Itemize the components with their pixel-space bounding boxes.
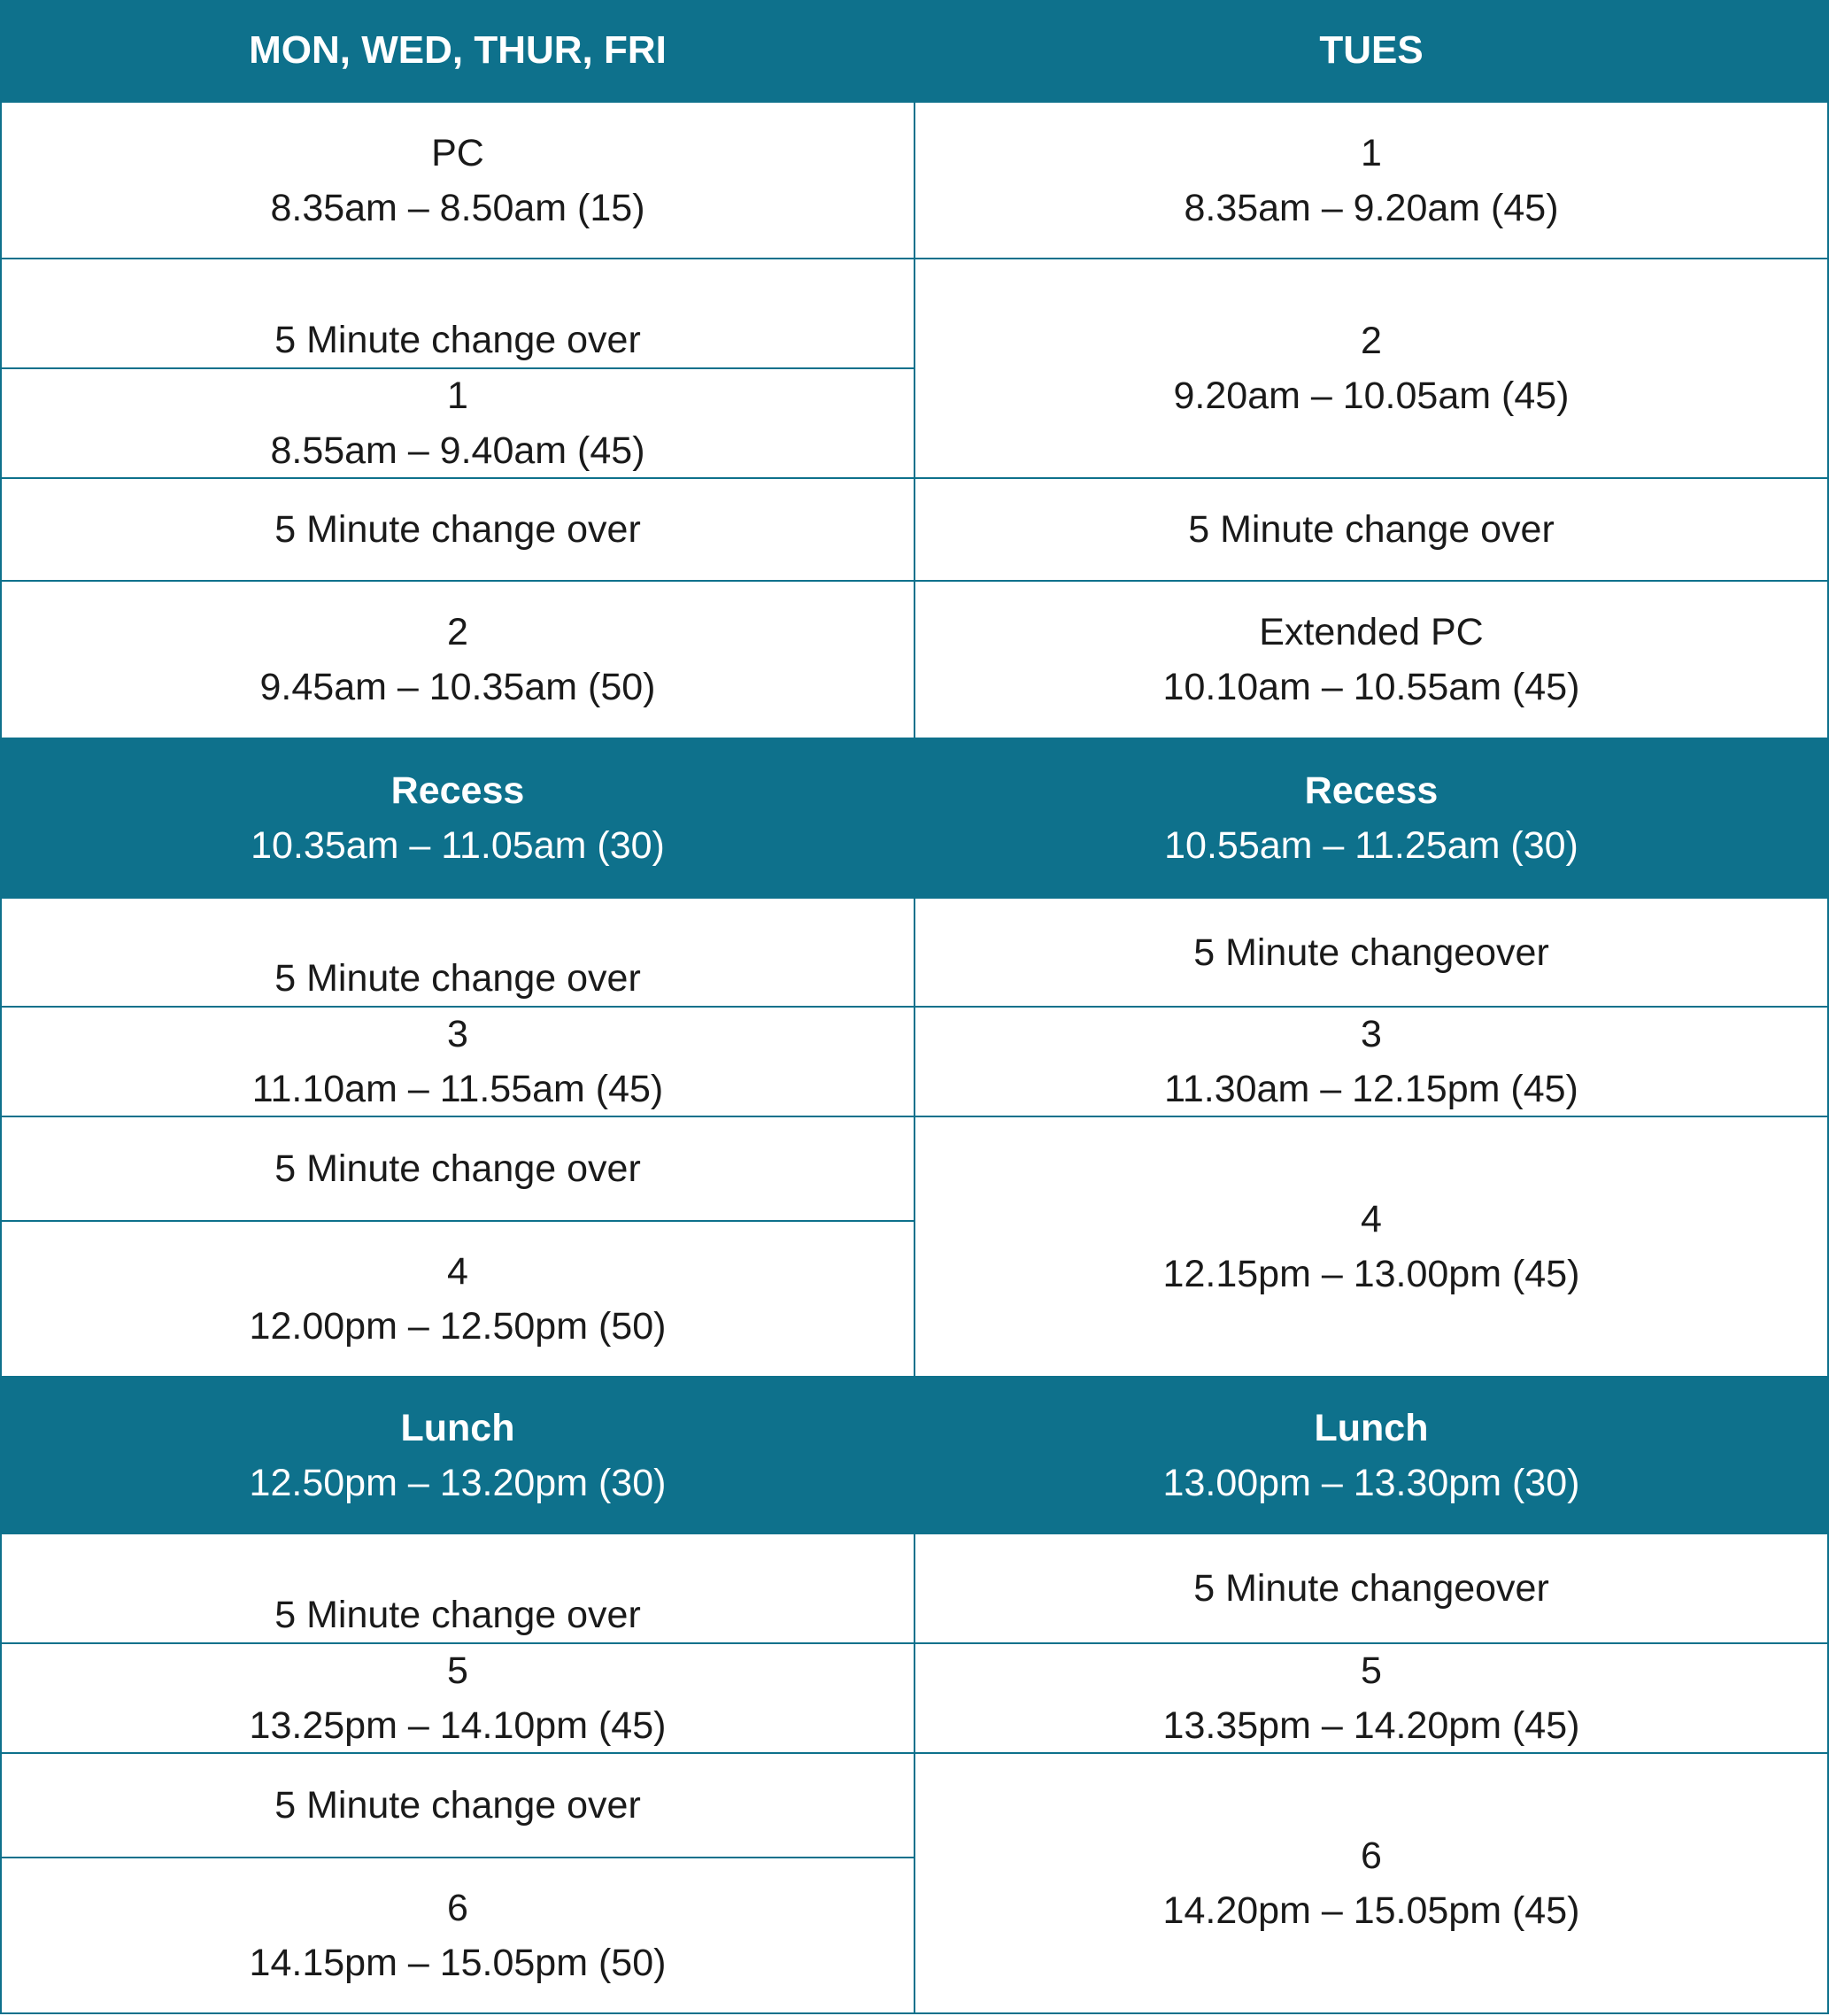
- break-label: Recess: [390, 769, 525, 812]
- changeover-text: 5 Minute change over: [274, 1594, 641, 1636]
- period-time: 14.15pm – 15.05pm (50): [249, 1942, 667, 1984]
- left-changeover: [0, 259, 915, 369]
- left-recess: [0, 739, 915, 899]
- header-right-label: TUES: [1319, 28, 1424, 72]
- period-time: 10.10am – 10.55am (45): [1162, 666, 1580, 708]
- period-time: 11.10am – 11.55am (45): [251, 1068, 664, 1110]
- right-period-extended-pc: [915, 582, 1829, 739]
- period-time: 8.35am – 8.50am (15): [270, 186, 645, 229]
- break-time: 10.55am – 11.25am (30): [1164, 824, 1578, 867]
- left-period-4: [0, 1222, 915, 1378]
- period-time: 12.15pm – 13.00pm (45): [1162, 1253, 1580, 1295]
- period-label: 2: [447, 611, 468, 653]
- period-time: 13.35pm – 14.20pm (45): [1162, 1704, 1580, 1747]
- right-period-6: [915, 1754, 1829, 2014]
- period-label: 6: [1361, 1834, 1382, 1877]
- period-time: 8.55am – 9.40am (45): [270, 429, 645, 472]
- period-label: 4: [447, 1250, 468, 1293]
- header-tues: [915, 0, 1829, 103]
- break-label: Lunch: [400, 1406, 515, 1449]
- left-period-3: [0, 1008, 915, 1117]
- left-changeover: [0, 899, 915, 1008]
- left-period-5: [0, 1644, 915, 1754]
- changeover-text: 5 Minute change over: [1188, 508, 1555, 551]
- right-changeover: [915, 479, 1829, 582]
- break-time: 12.50pm – 13.20pm (30): [249, 1461, 667, 1504]
- period-label: 1: [1361, 131, 1382, 174]
- left-changeover: [0, 1117, 915, 1222]
- period-time: 13.25pm – 14.10pm (45): [249, 1704, 667, 1747]
- period-time: 14.20pm – 15.05pm (45): [1162, 1889, 1580, 1932]
- period-time: 12.00pm – 12.50pm (50): [249, 1305, 667, 1348]
- break-label: Lunch: [1314, 1406, 1429, 1449]
- period-label: 5: [447, 1649, 468, 1692]
- right-period-2: [915, 259, 1829, 479]
- period-label: 3: [447, 1013, 468, 1055]
- period-label: 3: [1361, 1013, 1382, 1055]
- period-label: 4: [1361, 1198, 1382, 1240]
- period-label: 1: [447, 375, 468, 417]
- left-period-6: [0, 1858, 915, 2014]
- changeover-text: 5 Minute change over: [274, 319, 641, 361]
- changeover-text: 5 Minute change over: [274, 1784, 641, 1827]
- right-period-4: [915, 1117, 1829, 1378]
- changeover-text: 5 Minute changeover: [1193, 1567, 1549, 1610]
- period-label: PC: [431, 131, 484, 174]
- period-label: 6: [447, 1887, 468, 1929]
- right-lunch: [915, 1378, 1829, 1534]
- period-time: 9.20am – 10.05am (45): [1173, 375, 1570, 417]
- header-mon-wed-thur-fri: [0, 0, 915, 103]
- right-recess: [915, 739, 1829, 899]
- left-changeover: [0, 1534, 915, 1644]
- right-period-1: [915, 103, 1829, 259]
- break-time: 13.00pm – 13.30pm (30): [1162, 1461, 1580, 1504]
- break-label: Recess: [1304, 769, 1439, 812]
- period-time: 11.30am – 12.15pm (45): [1164, 1068, 1578, 1110]
- break-time: 10.35am – 11.05am (30): [251, 824, 665, 867]
- left-changeover: [0, 1754, 915, 1858]
- right-changeover: [915, 899, 1829, 1008]
- period-label: 5: [1361, 1649, 1382, 1692]
- right-changeover: [915, 1534, 1829, 1644]
- right-period-3: [915, 1008, 1829, 1117]
- left-period-1: [0, 369, 915, 479]
- left-period-pc: [0, 103, 915, 259]
- period-label: 2: [1361, 320, 1382, 362]
- left-period-2: [0, 582, 915, 739]
- changeover-text: 5 Minute change over: [274, 1147, 641, 1190]
- left-changeover: [0, 479, 915, 582]
- right-period-5: [915, 1644, 1829, 1754]
- header-left-label: MON, WED, THUR, FRI: [249, 28, 667, 72]
- changeover-text: 5 Minute change over: [274, 508, 641, 551]
- changeover-text: 5 Minute changeover: [1193, 931, 1549, 974]
- changeover-text: 5 Minute change over: [274, 957, 641, 1000]
- period-time: 9.45am – 10.35am (50): [259, 666, 656, 708]
- period-time: 8.35am – 9.20am (45): [1184, 186, 1559, 229]
- left-lunch: [0, 1378, 915, 1534]
- period-label: Extended PC: [1259, 611, 1484, 653]
